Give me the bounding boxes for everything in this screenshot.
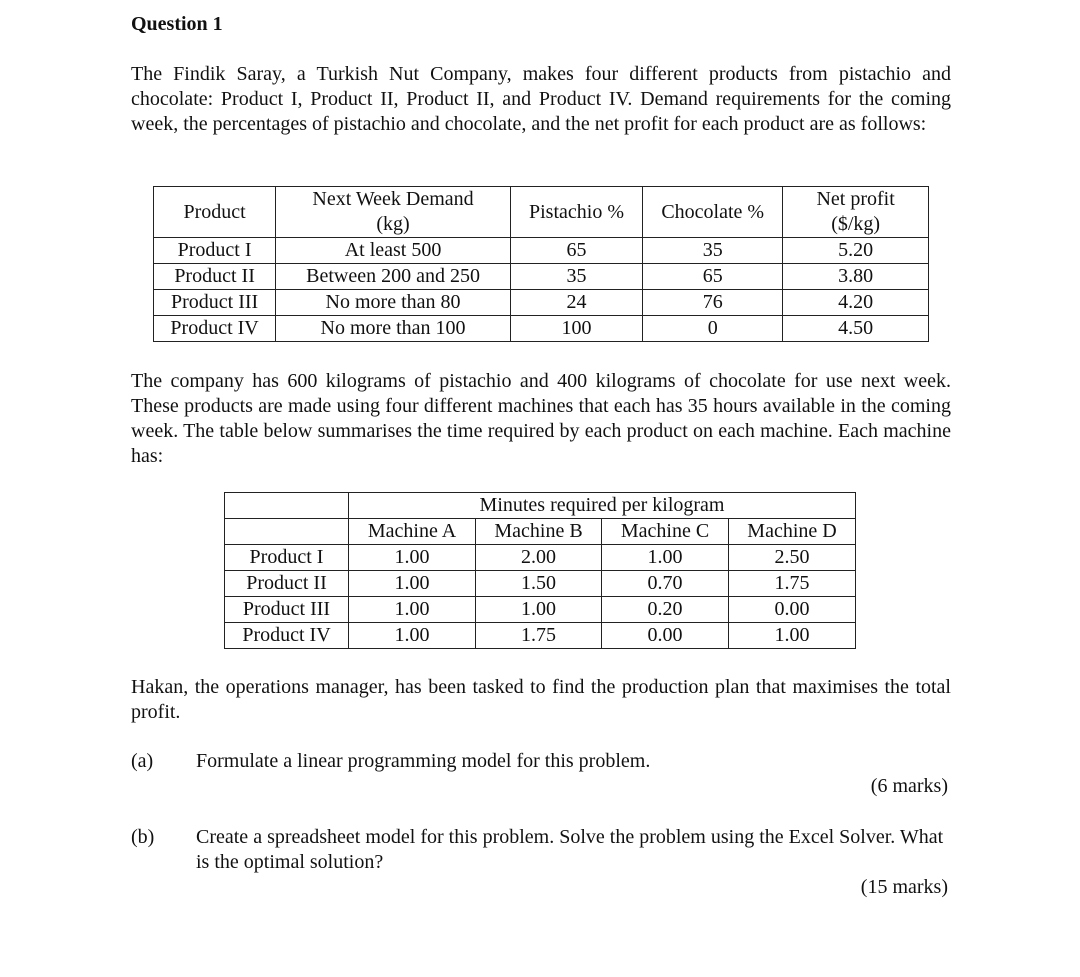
header-machine-c: Machine C bbox=[602, 519, 729, 545]
header-demand-line1: Next Week Demand bbox=[312, 188, 474, 210]
header-machine-b: Machine B bbox=[476, 519, 602, 545]
part-b-label: (b) bbox=[131, 826, 155, 848]
header-product: Product bbox=[154, 187, 276, 238]
cell-machine-c: 0.00 bbox=[602, 623, 729, 649]
table-row bbox=[154, 238, 929, 264]
cell-machine-a: 1.00 bbox=[349, 571, 476, 597]
cell-product: Product II bbox=[225, 571, 349, 597]
cell-machine-c: 0.20 bbox=[602, 597, 729, 623]
table-caption-row bbox=[225, 493, 856, 519]
cell-pistachio: 100 bbox=[510, 316, 642, 342]
machines-paragraph: The company has 600 kilograms of pistachio and 400 kilograms of chocolate for use next week. These products are made using four different machines that each has 35 hours available in the coming week. The table below summarises the time required by each product on each machine. Each machine has: bbox=[131, 370, 951, 467]
intro-paragraph: The Findik Saray, a Turkish Nut Company, makes four different products from pistachio and chocolate: Product I, Product II, Product II, and Product IV. Demand requirements for the coming week, the percentages of pistachio and chocolate, and the net profit for each product are as follows: bbox=[131, 63, 951, 135]
cell-product: Product IV bbox=[225, 623, 349, 649]
empty-corner-cell bbox=[225, 493, 349, 519]
cell-machine-d: 1.75 bbox=[729, 571, 856, 597]
cell-machine-a: 1.00 bbox=[349, 623, 476, 649]
table-header-row bbox=[154, 187, 929, 238]
cell-product: Product III bbox=[154, 290, 276, 316]
cell-machine-d: 0.00 bbox=[729, 597, 856, 623]
cell-machine-b: 1.75 bbox=[476, 623, 602, 649]
cell-profit: 4.20 bbox=[783, 290, 929, 316]
cell-demand: No more than 100 bbox=[276, 316, 511, 342]
cell-machine-b: 1.00 bbox=[476, 597, 602, 623]
closing-paragraph: Hakan, the operations manager, has been tasked to find the production plan that maximises the total profit. bbox=[131, 676, 951, 723]
table-row bbox=[225, 545, 856, 571]
table-row bbox=[154, 290, 929, 316]
cell-chocolate: 0 bbox=[643, 316, 783, 342]
part-a-marks: (6 marks) bbox=[870, 775, 948, 797]
table-row bbox=[154, 316, 929, 342]
header-demand bbox=[276, 187, 511, 238]
machine-time-table bbox=[224, 492, 856, 649]
cell-machine-d: 1.00 bbox=[729, 623, 856, 649]
header-profit-line2: ($/kg) bbox=[831, 213, 881, 235]
header-profit bbox=[783, 187, 929, 238]
question-title: Question 1 bbox=[131, 13, 223, 35]
cell-demand: At least 500 bbox=[276, 238, 511, 264]
cell-profit: 3.80 bbox=[783, 264, 929, 290]
table-row bbox=[154, 264, 929, 290]
cell-profit: 5.20 bbox=[783, 238, 929, 264]
cell-demand: No more than 80 bbox=[276, 290, 511, 316]
table-row bbox=[225, 597, 856, 623]
cell-machine-b: 1.50 bbox=[476, 571, 602, 597]
header-machine-d: Machine D bbox=[729, 519, 856, 545]
cell-product: Product I bbox=[225, 545, 349, 571]
cell-product: Product II bbox=[154, 264, 276, 290]
header-chocolate: Chocolate % bbox=[643, 187, 783, 238]
cell-pistachio: 35 bbox=[510, 264, 642, 290]
cell-machine-d: 2.50 bbox=[729, 545, 856, 571]
header-pistachio: Pistachio % bbox=[510, 187, 642, 238]
part-b-text: Create a spreadsheet model for this problem. Solve the problem using the Excel Solver. What is the optimal solution? bbox=[196, 826, 944, 873]
product-demand-table bbox=[153, 186, 929, 342]
cell-product: Product I bbox=[154, 238, 276, 264]
part-a-text: Formulate a linear programming model for this problem. bbox=[196, 750, 651, 772]
empty-header-cell bbox=[225, 519, 349, 545]
cell-profit: 4.50 bbox=[783, 316, 929, 342]
cell-machine-a: 1.00 bbox=[349, 597, 476, 623]
part-b-marks: (15 marks) bbox=[860, 876, 948, 898]
table-header-row bbox=[225, 519, 856, 545]
table-caption: Minutes required per kilogram bbox=[349, 493, 856, 519]
header-profit-line1: Net profit bbox=[816, 188, 895, 210]
cell-demand: Between 200 and 250 bbox=[276, 264, 511, 290]
header-machine-a: Machine A bbox=[349, 519, 476, 545]
cell-pistachio: 65 bbox=[510, 238, 642, 264]
header-demand-line2: (kg) bbox=[376, 213, 410, 235]
cell-chocolate: 35 bbox=[643, 238, 783, 264]
cell-machine-a: 1.00 bbox=[349, 545, 476, 571]
cell-pistachio: 24 bbox=[510, 290, 642, 316]
part-a-label: (a) bbox=[131, 750, 154, 772]
cell-product: Product IV bbox=[154, 316, 276, 342]
cell-machine-c: 1.00 bbox=[602, 545, 729, 571]
cell-product: Product III bbox=[225, 597, 349, 623]
table-row bbox=[225, 623, 856, 649]
cell-machine-c: 0.70 bbox=[602, 571, 729, 597]
cell-chocolate: 65 bbox=[643, 264, 783, 290]
cell-chocolate: 76 bbox=[643, 290, 783, 316]
cell-machine-b: 2.00 bbox=[476, 545, 602, 571]
table-row bbox=[225, 571, 856, 597]
